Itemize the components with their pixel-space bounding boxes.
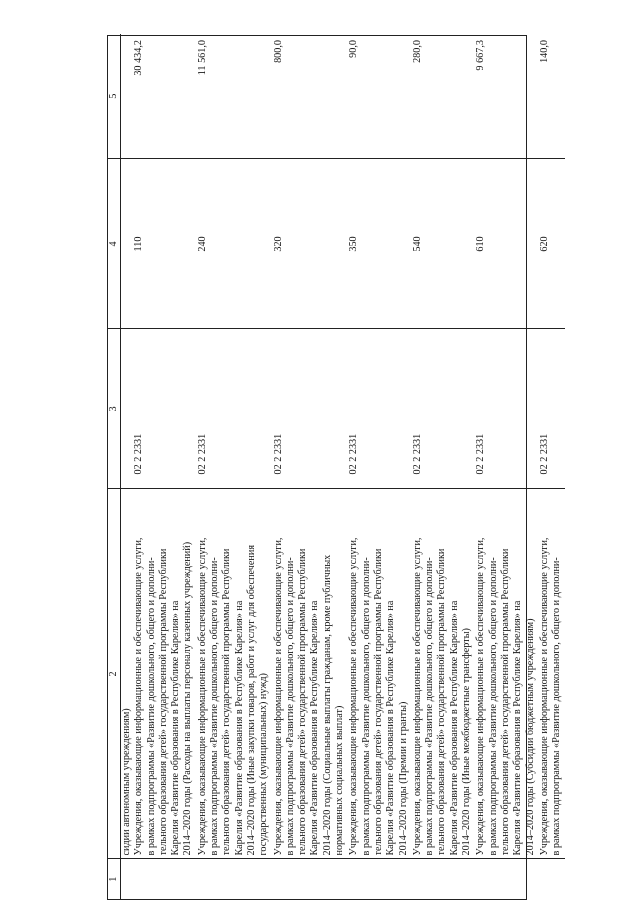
description-line: 2014–2020 годы (Субсидии бюджетным учреждениям) <box>524 618 536 856</box>
description-line: Карелия «Развитие образования в Республике Карелия» на <box>385 600 397 856</box>
row-expense-type: 320 <box>273 159 349 329</box>
description-line: 2014–2020 годы (Расходы на выплаты персоналу казенных учреждений) <box>182 541 194 856</box>
row-expense-type: 350 <box>348 159 411 329</box>
row-code: 02 2 2331 <box>197 329 273 489</box>
description-line: в рамках подпрограммы «Развитие дошкольного, общего и дополни- <box>487 557 499 856</box>
table-header-row <box>108 34 121 899</box>
header-col-1: 1 <box>108 859 121 899</box>
row-amount: 30 434,2 <box>133 34 196 159</box>
description-line: Учреждения, оказывающие информационные и обеспечивающие услуги, <box>272 537 284 856</box>
description-line: Учреждения, оказывающие информационные и обеспечивающие услуги, <box>411 537 423 856</box>
row-expense-type: 620 <box>539 159 566 329</box>
row-description <box>539 489 566 859</box>
description-line: Карелия «Развитие образования в Республике Карелия» на <box>512 600 524 856</box>
header-col-2: 2 <box>108 489 121 859</box>
description-line: Карелия «Развитие образования в Республике Карелия» на <box>309 600 321 856</box>
table-row <box>348 34 411 899</box>
row-description <box>475 489 538 859</box>
row-code: 02 2 2331 <box>133 329 196 489</box>
description-line: нормативных социальных выплат) <box>334 705 346 856</box>
description-line: тельного образования детей» государственной программы Республики <box>499 548 511 856</box>
description-line: тельного образования детей» государственной программы Республики <box>297 548 309 856</box>
row-amount: 11 561,0 <box>197 34 273 159</box>
row-amount: 140,0 <box>539 34 566 159</box>
description-line: в рамках подпрограммы «Развитие дошкольного, общего и дополни- <box>551 557 563 856</box>
description-line: Карелия «Развитие образования в Республике Карелия» на <box>448 600 460 856</box>
row-expense-type: 610 <box>475 159 538 329</box>
description-line: в рамках подпрограммы «Развитие дошкольного, общего и дополни- <box>145 557 157 856</box>
row-expense-type: 540 <box>412 159 475 329</box>
row-code: 02 2 2331 <box>539 329 566 489</box>
header-col-3: 3 <box>108 329 121 489</box>
row-description <box>273 489 349 859</box>
table-row <box>475 34 538 899</box>
table-row-intro <box>121 34 134 899</box>
description-line: Учреждения, оказывающие информационные и обеспечивающие услуги, <box>348 537 360 856</box>
budget-table-grid <box>108 34 565 899</box>
row-amount: 90,0 <box>348 34 411 159</box>
row-description <box>348 489 411 859</box>
header-col-4: 4 <box>108 159 121 329</box>
table-row <box>197 34 273 899</box>
budget-table <box>107 35 563 900</box>
row-description <box>133 489 196 859</box>
row-code: 02 2 2331 <box>412 329 475 489</box>
row-amount: 280,0 <box>412 34 475 159</box>
description-line: тельного образования детей» государственной программы Республики <box>372 548 384 856</box>
description-line: 2014–2020 годы (Премии и гранты) <box>397 701 409 856</box>
description-line: Учреждения, оказывающие информационные и обеспечивающие услуги, <box>133 537 145 856</box>
description-line: в рамках подпрограммы «Развитие дошкольного, общего и дополни- <box>284 557 296 856</box>
table-row <box>539 34 566 899</box>
description-line: 2014–2020 годы (Иные межбюджетные трансферты) <box>461 628 473 856</box>
description-line: тельного образования детей» государственной программы Республики <box>221 548 233 856</box>
row-amount: 9 667,3 <box>475 34 538 159</box>
description-line: в рамках подпрограммы «Развитие дошкольного, общего и дополни- <box>209 557 221 856</box>
row-code: 02 2 2331 <box>348 329 411 489</box>
description-line: Карелия «Развитие образования в Республике Карелия» на <box>170 600 182 856</box>
description-line: 2014–2020 годы (Социальные выплаты гражданам, кроме публичных <box>321 554 333 856</box>
table-row <box>133 34 196 899</box>
row-description <box>412 489 475 859</box>
row-expense-type: 240 <box>197 159 273 329</box>
description-line: Учреждения, оказывающие информационные и обеспечивающие услуги, <box>196 537 208 856</box>
description-line: Учреждения, оказывающие информационные и обеспечивающие услуги, <box>475 537 487 856</box>
row-amount: 800,0 <box>273 34 349 159</box>
row-expense-type: 110 <box>133 159 196 329</box>
description-line: государственных (муниципальных) нужд) <box>258 673 270 856</box>
description-line: Учреждения, оказывающие информационные и обеспечивающие услуги, <box>538 537 550 856</box>
table-row <box>273 34 349 899</box>
header-col-5: 5 <box>108 34 121 159</box>
description-line: Карелия «Развитие образования в Республике Карелия» на <box>233 600 245 856</box>
intro-line: сидии автономным учреждениям) <box>121 489 134 859</box>
description-line: в рамках подпрограммы «Развитие дошкольного, общего и дополни- <box>360 557 372 856</box>
table-body <box>121 34 566 899</box>
row-description <box>197 489 273 859</box>
description-line: тельного образования детей» государственной программы Республики <box>157 548 169 856</box>
row-code: 02 2 2331 <box>273 329 349 489</box>
description-line: 2014–2020 годы (Иные закупки товаров, работ и услуг для обеспечения <box>245 544 257 856</box>
description-line: в рамках подпрограммы «Развитие дошкольного, общего и дополни- <box>424 557 436 856</box>
table-row <box>412 34 475 899</box>
row-code: 02 2 2331 <box>475 329 538 489</box>
description-line: тельного образования детей» государственной программы Республики <box>436 548 448 856</box>
